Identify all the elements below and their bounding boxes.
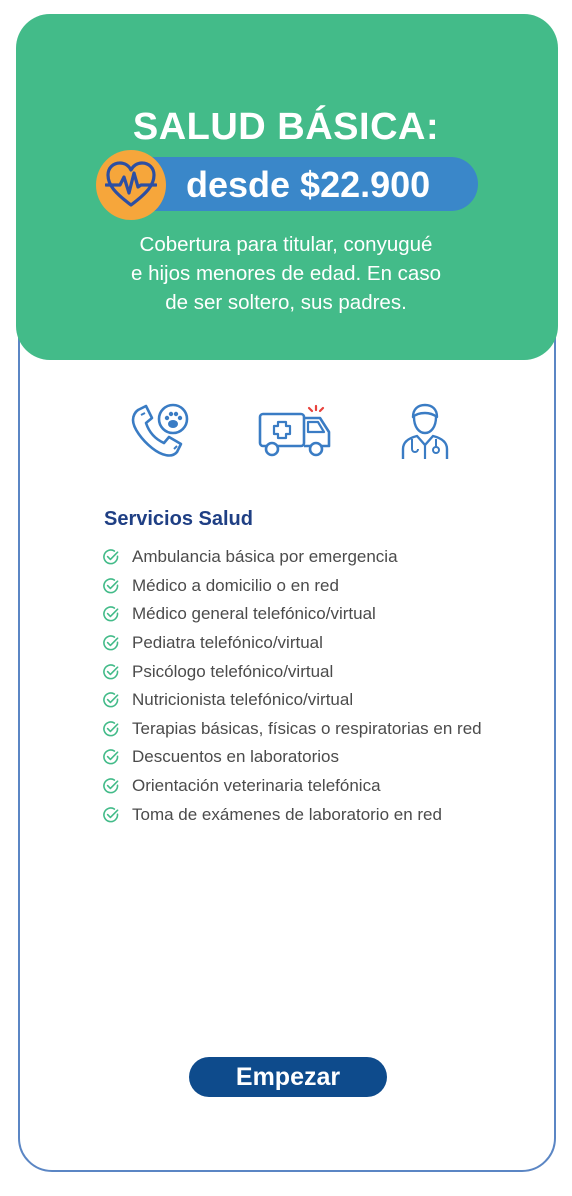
- service-item: [102, 772, 482, 801]
- plan-title: SALUD BÁSICA:: [132, 106, 440, 148]
- service-label: Toma de exámenes de laboratorio en red: [132, 804, 442, 824]
- service-item: [102, 800, 482, 829]
- start-button[interactable]: Empezar: [189, 1057, 387, 1097]
- check-circle-icon: [102, 634, 120, 652]
- services-list: [102, 543, 482, 829]
- heartbeat-icon: [96, 150, 166, 220]
- phone-pet-icon: [128, 402, 192, 467]
- doctor-icon: [400, 403, 450, 466]
- service-label: Ambulancia básica por emergencia: [132, 547, 398, 567]
- check-circle-icon: [102, 663, 120, 681]
- check-circle-icon: [102, 720, 120, 738]
- check-circle-icon: [102, 548, 120, 566]
- description-line: e hijos menores de edad. En caso: [131, 262, 441, 285]
- check-circle-icon: [102, 691, 120, 709]
- service-item: [102, 686, 482, 715]
- services-title: Servicios Salud: [104, 508, 253, 530]
- service-label: Médico general telefónico/virtual: [132, 604, 376, 624]
- service-item: [102, 543, 482, 572]
- service-label: Terapias básicas, físicas o respiratorias en red: [132, 718, 482, 738]
- service-label: Pediatra telefónico/virtual: [132, 633, 323, 653]
- check-circle-icon: [102, 577, 120, 595]
- check-circle-icon: [102, 748, 120, 766]
- service-item: [102, 657, 482, 686]
- plan-description: [90, 230, 482, 317]
- service-item: [102, 600, 482, 629]
- check-circle-icon: [102, 777, 120, 795]
- service-label: Descuentos en laboratorios: [132, 747, 339, 767]
- service-label: Médico a domicilio o en red: [132, 575, 339, 595]
- service-item: [102, 629, 482, 658]
- service-item: [102, 743, 482, 772]
- service-label: Psicólogo telefónico/virtual: [132, 661, 334, 681]
- description-line: de ser soltero, sus padres.: [165, 291, 407, 314]
- description-line: Cobertura para titular, conyugué: [139, 233, 433, 256]
- check-circle-icon: [102, 806, 120, 824]
- service-label: Nutricionista telefónico/virtual: [132, 690, 354, 710]
- service-label: Orientación veterinaria telefónica: [132, 776, 381, 796]
- service-item: [102, 572, 482, 601]
- plan-price: desde $22.900: [186, 164, 431, 205]
- check-circle-icon: [102, 605, 120, 623]
- ambulance-icon: [258, 404, 332, 465]
- service-item: [102, 715, 482, 744]
